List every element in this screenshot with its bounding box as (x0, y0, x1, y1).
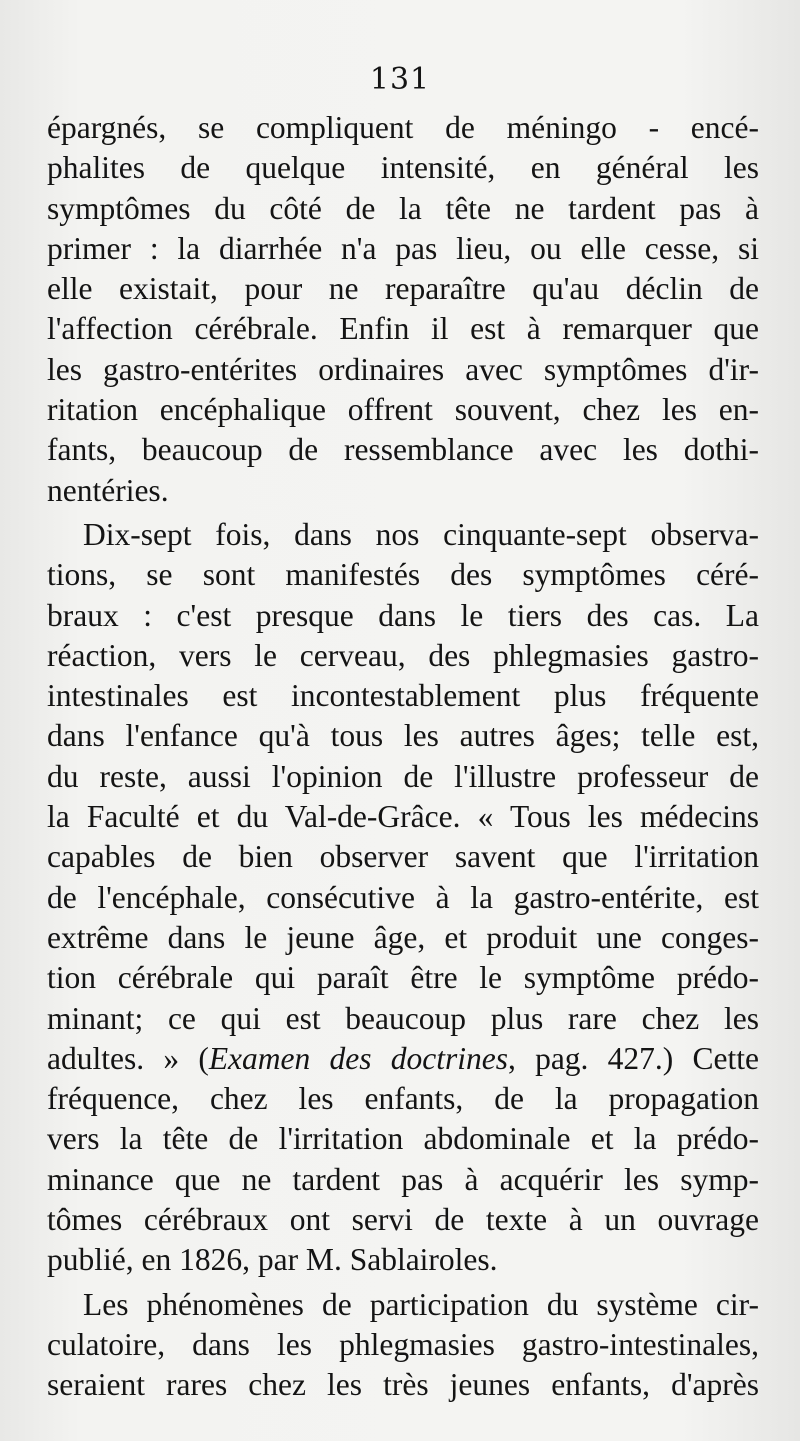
text-line: les gastro-entérites ordinaires avec symptômes d'ir- (47, 351, 759, 387)
text-line: minant; ce qui est beaucoup plus rare chez les (47, 1000, 759, 1036)
text-line: intestinales est incontestablement plus fréquente (47, 678, 759, 714)
citation-after: , pag. 427.) Cette (507, 1040, 759, 1076)
page-number: 131 (369, 62, 431, 97)
text-line: du reste, aussi l'opinion de l'illustre professeur de (47, 758, 759, 794)
text-line: Dix-sept fois, dans nos cinquante-sept observa- (83, 516, 759, 552)
text-line: tions, se sont manifestés des symptômes céré- (47, 557, 759, 593)
text-line: vers la tête de l'irritation abdominale et la prédo- (47, 1121, 759, 1157)
text-line: tion cérébrale qui paraît être le symptôme prédo- (47, 960, 759, 996)
text-line: minance que ne tardent pas à acquérir les symp- (47, 1161, 759, 1197)
text-line: extrême dans le jeune âge, et produit une conges- (47, 919, 759, 955)
text-line: de l'encéphale, consécutive à la gastro-entérite, est (47, 879, 759, 915)
paragraph-3 (47, 1285, 759, 1406)
text-line: fréquence, chez les enfants, de la propagation (47, 1081, 759, 1117)
text-line: ritation encéphalique offrent souvent, chez les en- (47, 392, 759, 428)
text-line: nentéries. (47, 472, 169, 508)
text-line: l'affection cérébrale. Enfin il est à remarquer que (47, 311, 759, 347)
text-line: braux : c'est presque dans le tiers des cas. La (47, 597, 759, 633)
text-line: seraient rares chez les très jeunes enfants, d'après (47, 1367, 759, 1403)
paragraph-2 (47, 515, 759, 1281)
text-line: symptômes du côté de la tête ne tardent pas à (47, 190, 759, 226)
citation-line (47, 1039, 759, 1079)
text-line: phalites de quelque intensité, en général les (47, 150, 759, 186)
text-line: la Faculté et du Val-de-Grâce. « Tous les médecins (47, 799, 759, 835)
text-line: dans l'enfance qu'à tous les autres âges; telle est, (47, 718, 759, 754)
citation-title: Examen des doctrines (208, 1040, 508, 1076)
text-line: fants, beaucoup de ressemblance avec les dothi- (47, 432, 759, 468)
text-line: tômes cérébraux ont servi de texte à un ouvrage (47, 1202, 759, 1238)
text-line: culatoire, dans les phlegmasies gastro-intestinales, (47, 1326, 759, 1362)
text-line: Les phénomènes de participation du système cir- (83, 1286, 759, 1322)
text-line: capables de bien observer savent que l'irritation (47, 839, 759, 875)
paragraph-1 (47, 108, 759, 511)
body-text (47, 108, 759, 1406)
text-line: primer : la diarrhée n'a pas lieu, ou elle cesse, si (47, 230, 759, 266)
text-line: réaction, vers le cerveau, des phlegmasies gastro- (47, 637, 759, 673)
text-line: épargnés, se compliquent de méningo - encé- (47, 110, 759, 145)
text-line: publié, en 1826, par M. Sablairoles. (47, 1242, 498, 1278)
text-line: elle existait, pour ne reparaître qu'au déclin de (47, 271, 759, 307)
citation-before: adultes. » ( (47, 1040, 209, 1076)
